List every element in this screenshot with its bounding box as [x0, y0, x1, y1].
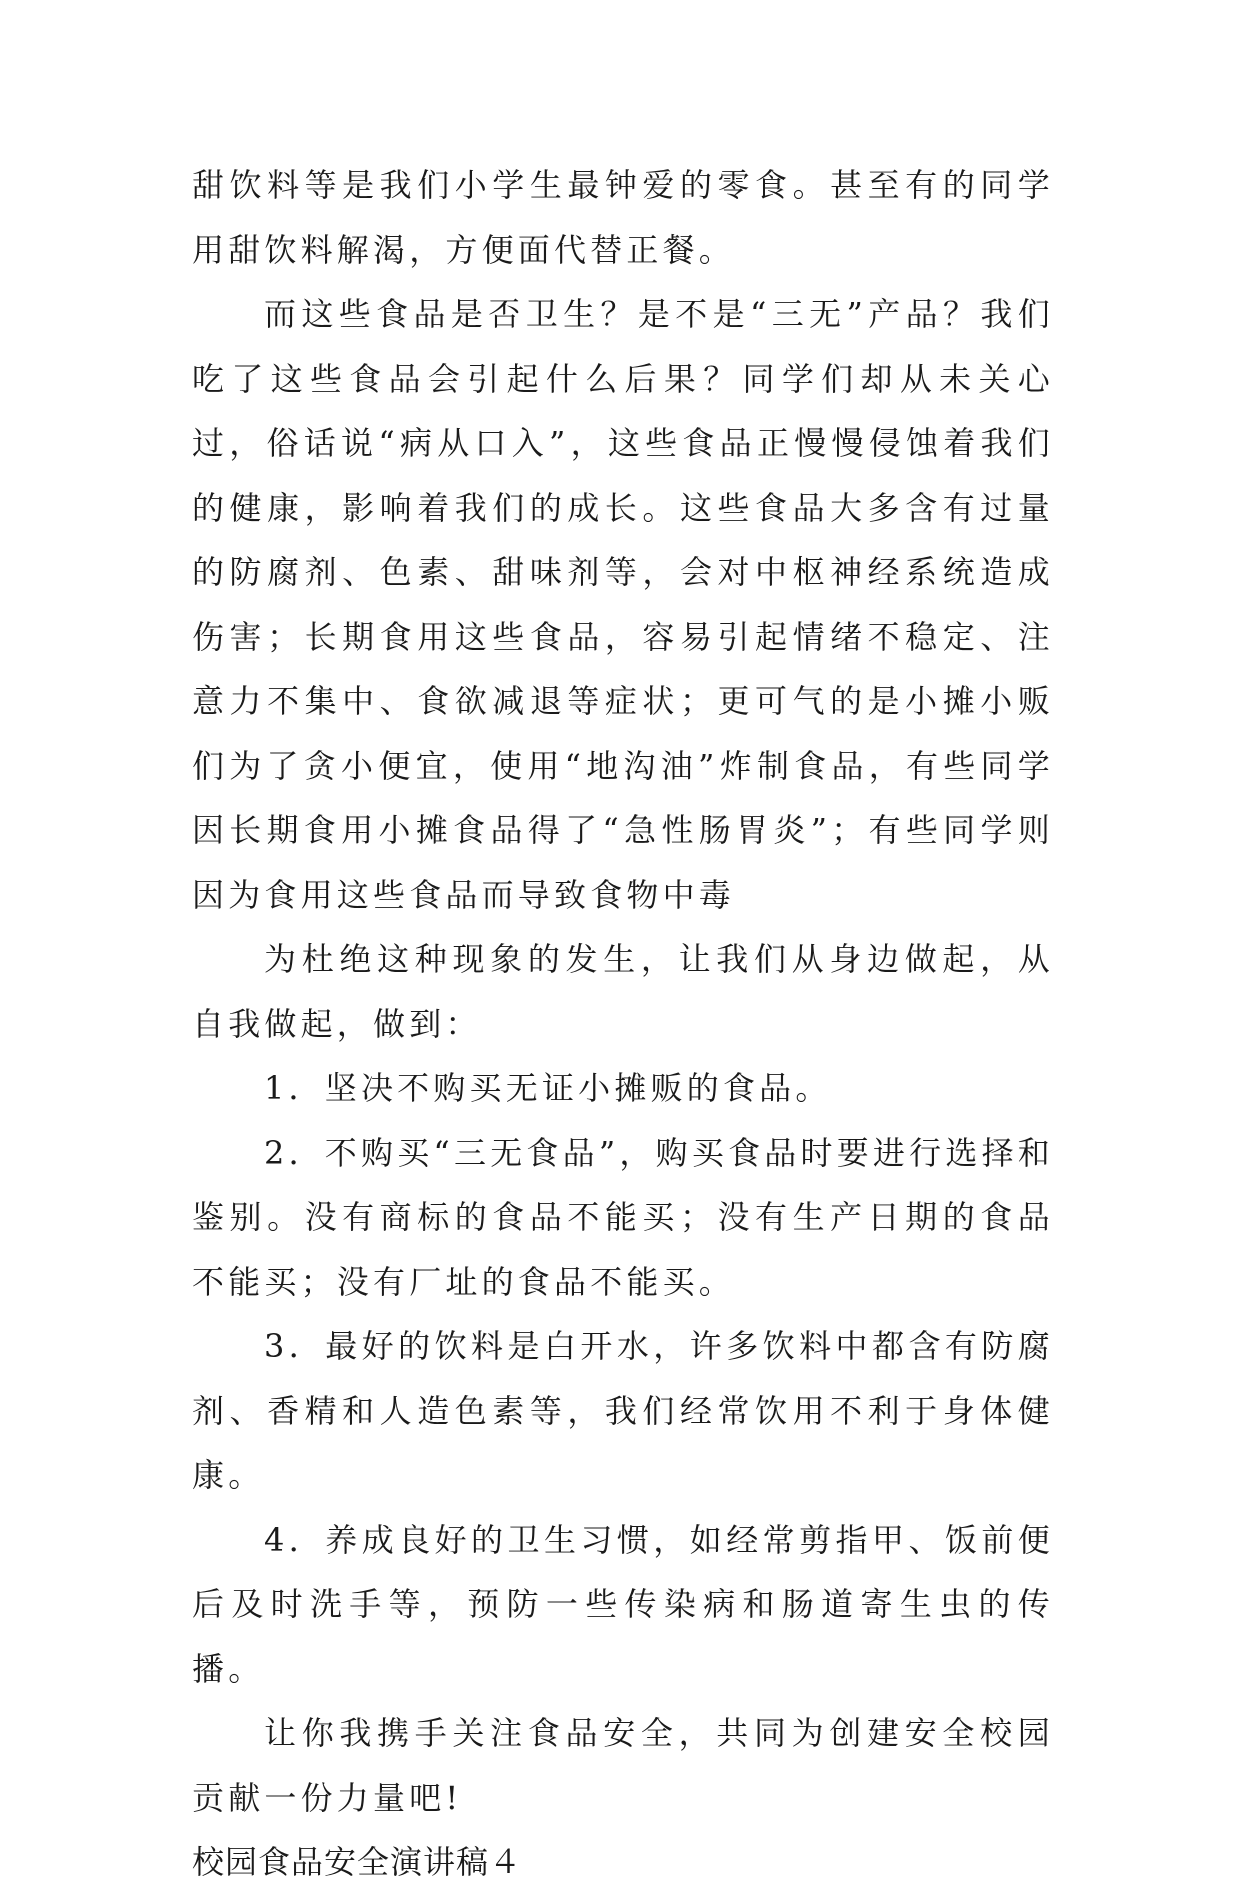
section-heading-next: 校园食品安全演讲稿４	[192, 1843, 523, 1881]
list-item-3: 3．最好的饮料是白开水，许多饮料中都含有防腐剂、香精和人造色素等，我们经常饮用不利于身体健康。	[192, 1327, 1054, 1494]
paragraph-closing: 让你我携手关注食品安全，共同为创建安全校园贡献一份力量吧!	[192, 1714, 1054, 1817]
document-body	[192, 153, 1054, 1895]
list-item-1: 1．坚决不购买无证小摊贩的食品。	[264, 1069, 832, 1107]
paragraph-hazards: 而这些食品是否卫生？是不是“三无”产品？我们吃了这些食品会引起什么后果？同学们却从未关心过，俗话说“病从口入”，这些食品正慢慢侵蚀着我们的健康，影响着我们的成长。这些食品大多含有过量的防腐剂、色素、甜味剂等，会对中枢神经系统造成伤害；长期食用这些食品，容易引起情绪不稳定、注意力不集中、食欲减退等症状；更可气的是小摊小贩们为了贪小便宜，使用“地沟油”炸制食品，有些同学因长期食用小摊食品得了“急性肠胃炎”；有些同学则因为食用这些食品而导致食物中毒	[192, 295, 1054, 914]
list-item-2: 2．不购买“三无食品”，购买食品时要进行选择和鉴别。没有商标的食品不能买；没有生产日期的食品不能买；没有厂址的食品不能买。	[192, 1133, 1054, 1301]
paragraph-call-to-action: 为杜绝这种现象的发生，让我们从身边做起，从自我做起，做到：	[192, 940, 1054, 1043]
paragraph-intro-continued: 甜饮料等是我们小学生最钟爱的零食。甚至有的同学用甜饮料解渴，方便面代替正餐。	[192, 166, 1054, 269]
list-item-4: 4．养成良好的卫生习惯，如经常剪指甲、饭前便后及时洗手等，预防一些传染病和肠道寄生虫的传播。	[192, 1520, 1054, 1688]
